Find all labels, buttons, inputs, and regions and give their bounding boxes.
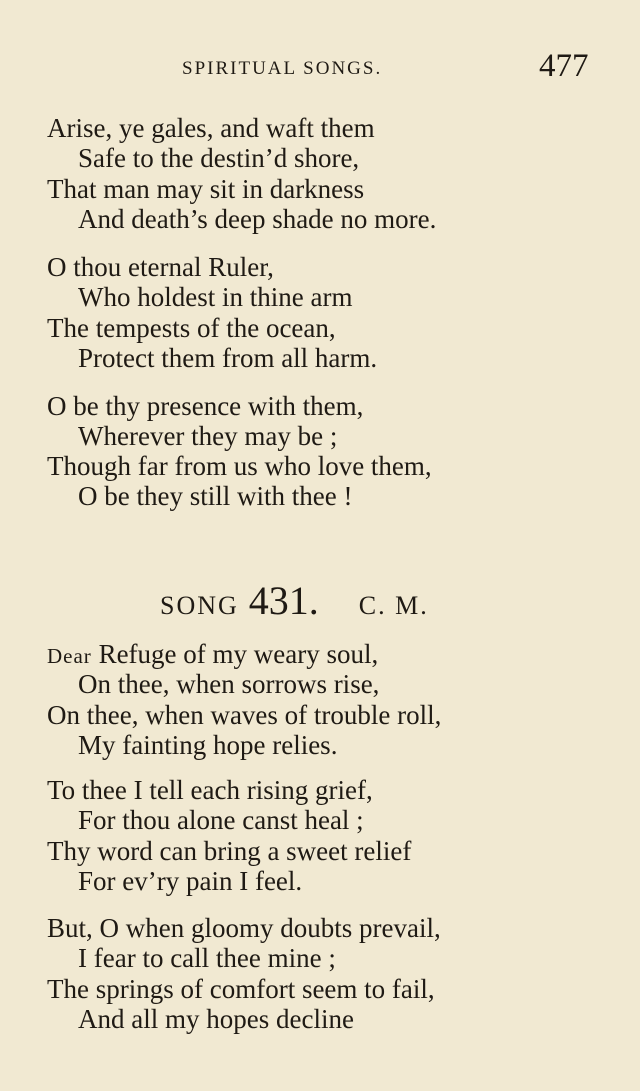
verse-line: To thee I tell each rising grief,: [47, 775, 373, 805]
verse-line: Protect them from all harm.: [78, 343, 378, 373]
initial-word: Dear: [47, 644, 92, 668]
verse-first-line: [47, 639, 378, 671]
song-number: 431.: [248, 578, 319, 623]
verse-line: On thee, when sorrows rise,: [78, 669, 380, 699]
song-meter: C. M.: [358, 591, 429, 620]
verse-line: Though far from us who love them,: [47, 451, 432, 481]
verse-line: That man may sit in darkness: [47, 174, 365, 204]
verse-line: O be they still with thee !: [78, 481, 353, 511]
verse-line: Safe to the destin’d shore,: [78, 143, 360, 173]
verse-line: For ev’ry pain I feel.: [78, 866, 303, 896]
verse-line: Who holdest in thine arm: [78, 282, 353, 312]
first-line-rest: Refuge of my weary soul,: [98, 639, 379, 669]
verse-line: O be thy presence with them,: [47, 391, 364, 421]
verse-line: O thou eternal Ruler,: [47, 252, 274, 282]
verse-line: On thee, when waves of trouble roll,: [47, 700, 442, 730]
verse-line: And death’s deep shade no more.: [78, 204, 437, 234]
running-title: SPIRITUAL SONGS.: [182, 58, 383, 79]
verse-line: Arise, ye gales, and waft them: [47, 113, 375, 143]
verse-line: But, O when gloomy doubts prevail,: [47, 913, 441, 943]
song-label: SONG: [160, 591, 239, 620]
verse-line: I fear to call thee mine ;: [78, 943, 336, 973]
song-heading: [160, 577, 429, 624]
page-number: 477: [539, 48, 589, 84]
verse-line: And all my hopes decline: [78, 1004, 354, 1034]
verse-line: For thou alone canst heal ;: [78, 805, 364, 835]
verse-line: Wherever they may be ;: [78, 421, 338, 451]
verse-line: My fainting hope relies.: [78, 730, 338, 760]
verse-line: The springs of comfort seem to fail,: [47, 974, 435, 1004]
verse-line: The tempests of the ocean,: [47, 313, 336, 343]
verse-line: Thy word can bring a sweet relief: [47, 836, 412, 866]
